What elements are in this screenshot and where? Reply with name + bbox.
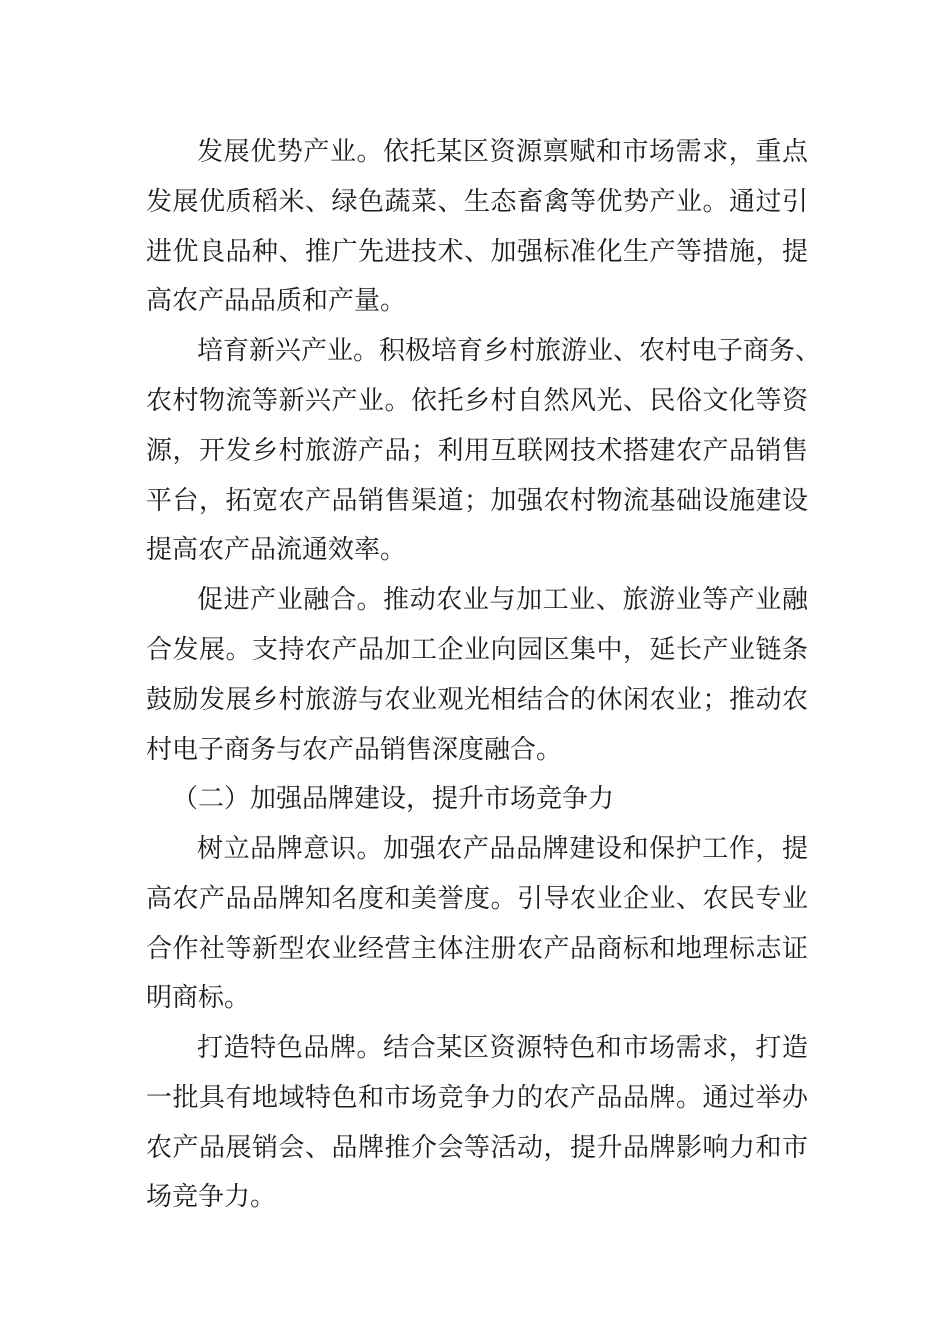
text-line: 提高农产品流通效率。 [146,535,407,565]
text-line: 高农产品品牌知名度和美誉度。引导农业企业、农民专业 [146,884,808,914]
text-line: 高农产品品质和产量。 [146,286,407,316]
text-line: 明商标。 [146,983,251,1013]
text-line: 农村物流等新兴产业。依托乡村自然风光、民俗文化等资 [146,386,808,416]
text-line: 发展优质稻米、绿色蔬菜、生态畜禽等优势产业。通过引 [146,187,808,217]
text-line: 合作社等新型农业经营主体注册农产品商标和地理标志证 [146,934,808,964]
text-line: 树立品牌意识。加强农产品品牌建设和保护工作，提 [197,834,808,864]
text-line: 合发展。支持农产品加工企业向园区集中，延长产业链条 [146,635,808,665]
text-line: 培育新兴产业。积极培育乡村旅游业、农村电子商务、 [197,336,822,366]
text-line: 平台，拓宽农产品销售渠道；加强农村物流基础设施建设 [146,486,808,516]
text-line: 进优良品种、推广先进技术、加强标准化生产等措施，提 [146,237,808,267]
text-line: 打造特色品牌。结合某区资源特色和市场需求，打造 [197,1033,808,1063]
text-line: 村电子商务与农产品销售深度融合。 [146,735,563,765]
text-line: 鼓励发展乡村旅游与农业观光相结合的休闲农业；推动农 [146,685,808,715]
text-line: 源，开发乡村旅游产品；利用互联网技术搭建农产品销售 [146,436,808,466]
text-line: 农产品展销会、品牌推介会等活动，提升品牌影响力和市 [146,1133,808,1163]
section-heading: （二）加强品牌建设，提升市场竞争力 [172,784,615,814]
text-line: 发展优势产业。依托某区资源禀赋和市场需求，重点 [197,137,808,167]
text-line: 一批具有地域特色和市场竞争力的农产品品牌。通过举办 [146,1083,808,1113]
text-line: 场竞争力。 [146,1182,277,1212]
text-line: 促进产业融合。推动农业与加工业、旅游业等产业融 [197,585,808,615]
